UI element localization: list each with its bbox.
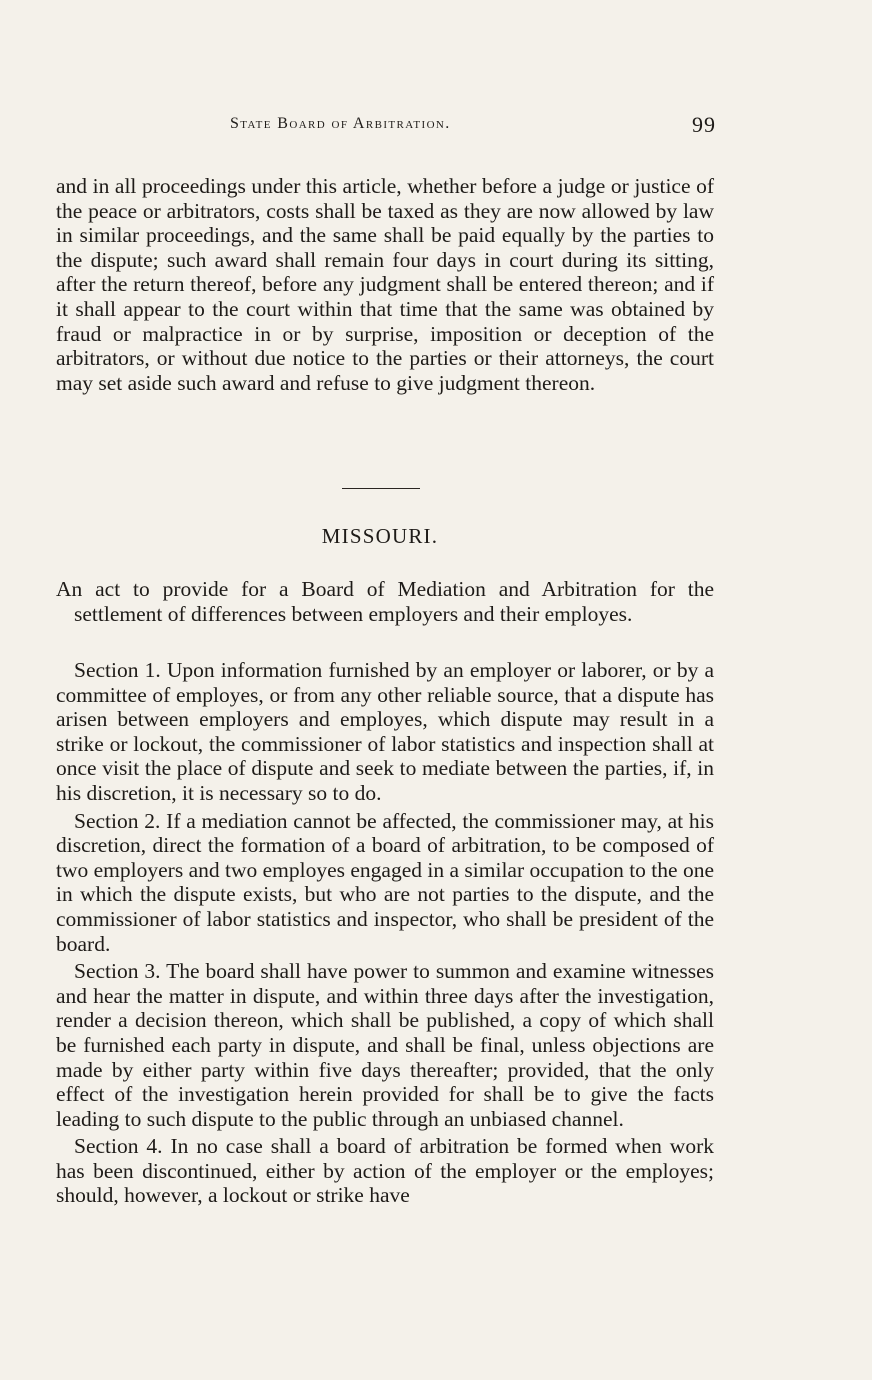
continuation-paragraph: and in all proceedings under this article, whether before a judge or justice of the peace or arbitrators, costs shall be taxed as they are now allowed by law in similar proceedings, and the same shall be paid equally by the parties to the dispute; such award shall remain four days in court during its sitting, after the return thereof, before any judgment shall be entered thereon; and if it shall appear to the court within that time that the same was obtained by fraud or malpractice in or by surprise, imposition or deception of the arbitrators, or without due notice to the parties or their attorneys, the court may set aside such award and refuse to give judgment thereon. (56, 174, 714, 395)
section-3-paragraph: Section 3. The board shall have power to summon and examine witnesses and hear the matter in dispute, and within three days after the investigation, render a decision thereon, which shall be published, a copy of which shall be furnished each party in dispute, and shall be final, unless objections are made by either party within five days thereafter; provided, that the only effect of the investigation herein provided for shall be to give the facts leading to such dispute to the public through an unbiased channel. (56, 959, 714, 1131)
act-title-block (56, 577, 714, 626)
page-number: 99 (692, 112, 716, 137)
section-2-paragraph: Section 2. If a mediation cannot be affected, the commissioner may, at his discretion, direct the formation of a board of arbitration, to be composed of two employers and two employes engaged in a similar occupation to the one in which the dispute exists, but who are not parties to the dispute, and the commissioner of labor statistics and inspector, who shall be president of the board. (56, 808, 714, 956)
act-title: An act to provide for a Board of Mediation and Arbitration for the settlement of differences between employers and their employes. (56, 577, 714, 626)
running-head (56, 112, 716, 142)
statute-sections (56, 658, 714, 1211)
running-title: State Board of Arbitration. (230, 115, 451, 132)
state-heading: MISSOURI. (321, 524, 439, 548)
section-4-paragraph: Section 4. In no case shall a board of arbitration be formed when work has been discontinued, either by action of the employer or the employes; should, however, a lockout or strike have (56, 1134, 714, 1208)
section-1-paragraph: Section 1. Upon information furnished by an employer or laborer, or by a committee of employes, or from any other reliable source, that a dispute has arisen between employers and employes, which dispute may result in a strike or lockout, the commissioner of labor statistics and inspection shall at once visit the place of dispute and seek to mediate between the parties, if, in his discretion, it is necessary so to do. (56, 658, 714, 805)
continuation-paragraph-block (56, 174, 714, 395)
section-divider-rule (342, 488, 420, 489)
